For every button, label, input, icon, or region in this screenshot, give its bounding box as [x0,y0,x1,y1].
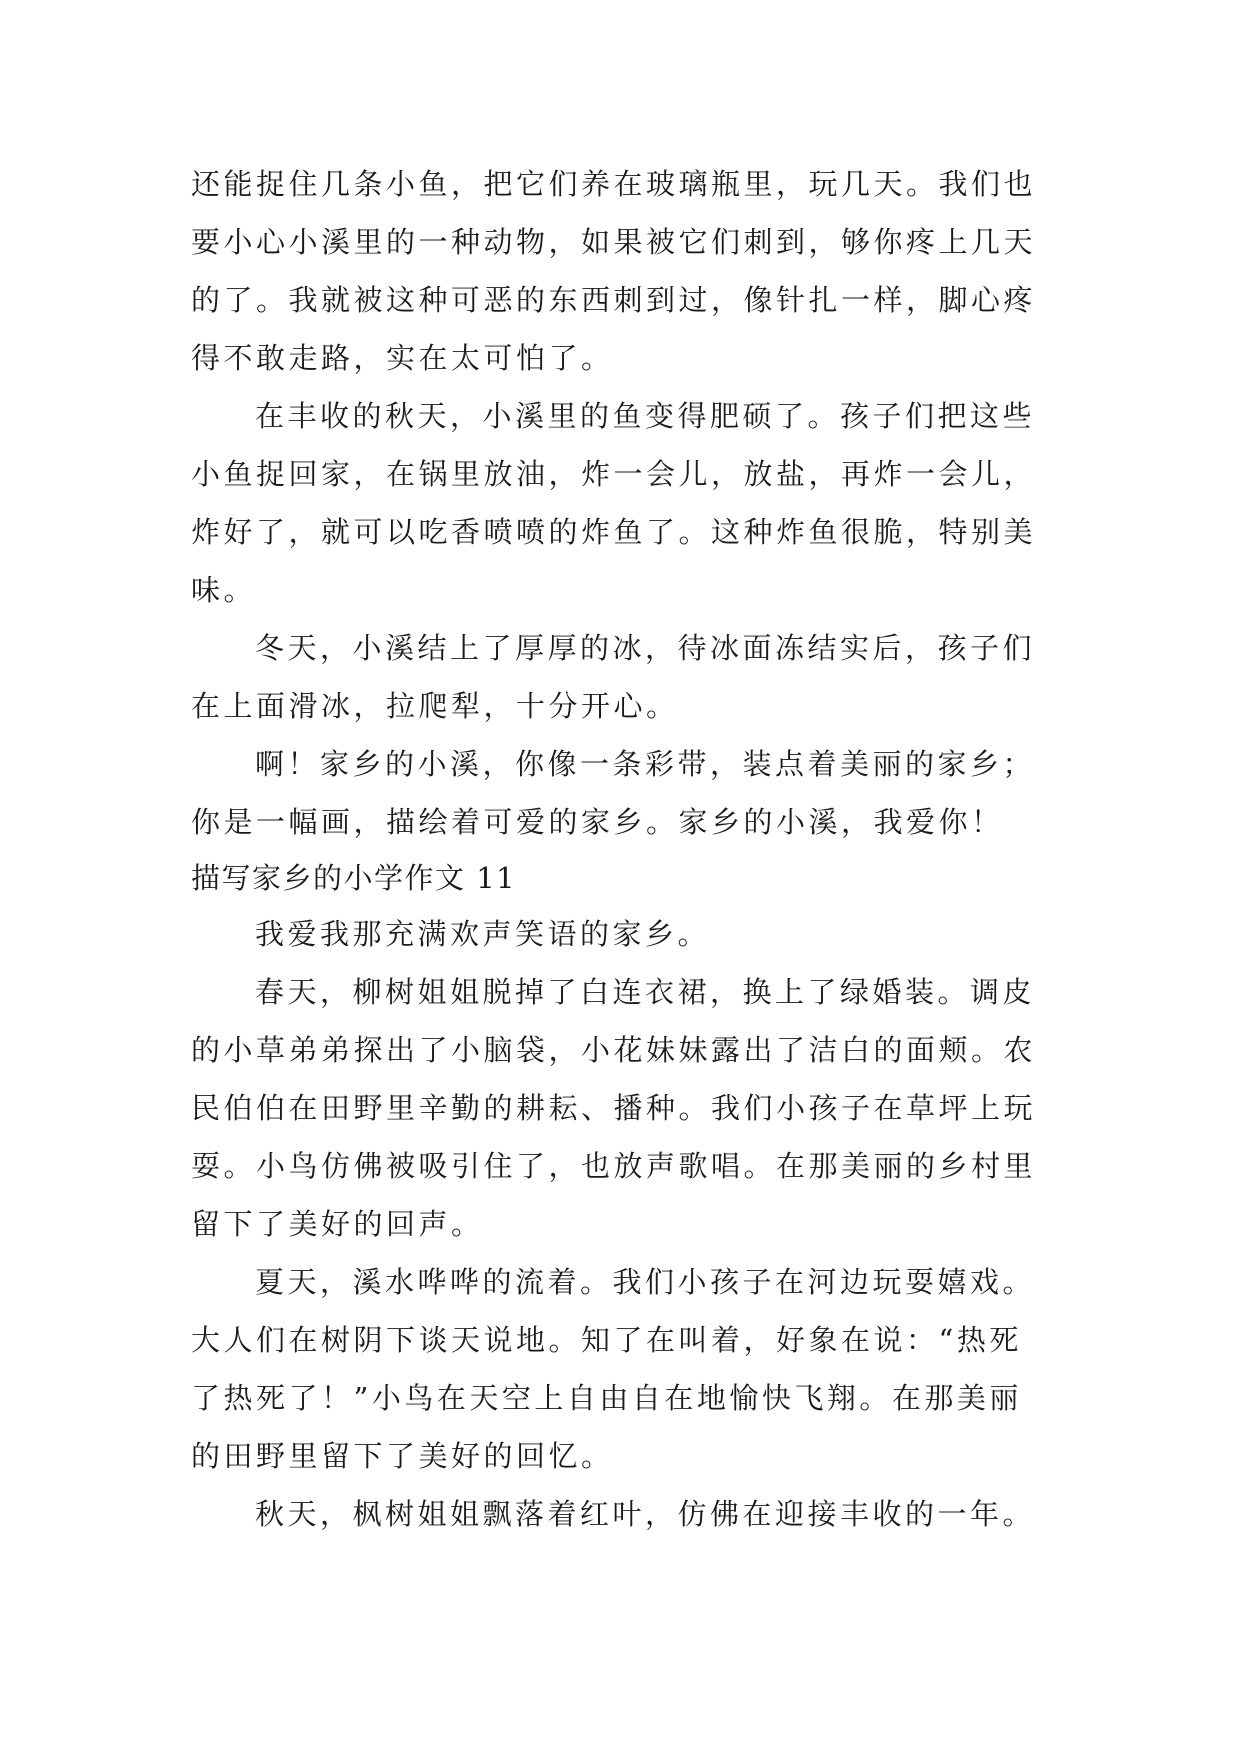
text-line: 民伯伯在田野里辛勤的耕耘、播种。我们小孩子在草坪上玩 [191,1091,1037,1125]
text-line: 得不敢走路，实在太可怕了。 [191,341,614,375]
text-line: 啊！家乡的小溪，你像一条彩带，装点着美丽的家乡； [255,747,1036,781]
text-line: 还能捉住几条小鱼，把它们养在玻璃瓶里，玩几天。我们也 [191,167,1037,201]
section-heading: 描写家乡的小学作文 11 [191,861,517,895]
text-line: 味。 [191,573,257,607]
text-line: 在上面滑冰，拉爬犁，十分开心。 [191,689,679,723]
text-line: 你是一幅画，描绘着可爱的家乡。家乡的小溪，我爱你！ [191,805,1004,839]
text-line: 大人们在树阴下谈天说地。知了在叫着，好象在说：“热死 [191,1323,1022,1357]
text-line: 要小心小溪里的一种动物，如果被它们刺到，够你疼上几天 [191,225,1037,259]
text-line: 炸好了，就可以吃香喷喷的炸鱼了。这种炸鱼很脆，特别美 [191,515,1037,549]
text-line: 的田野里留下了美好的回忆。 [191,1439,614,1473]
text-line: 留下了美好的回声。 [191,1207,484,1241]
text-line: 在丰收的秋天，小溪里的鱼变得肥硕了。孩子们把这些 [255,399,1036,433]
text-line: 的了。我就被这种可恶的东西刺到过，像针扎一样，脚心疼 [191,283,1037,317]
text-line: 冬天，小溪结上了厚厚的冰，待冰面冻结实后，孩子们 [255,631,1036,665]
text-line: 耍。小鸟仿佛被吸引住了，也放声歌唱。在那美丽的乡村里 [191,1149,1037,1183]
document-body [191,155,1071,1543]
text-line: 秋天，枫树姐姐飘落着红叶，仿佛在迎接丰收的一年。 [255,1497,1036,1531]
text-line: 春天，柳树姐姐脱掉了白连衣裙，换上了绿婚装。调皮 [255,975,1036,1009]
text-line: 小鱼捉回家，在锅里放油，炸一会儿，放盐，再炸一会儿， [191,457,1037,491]
text-line: 了热死了！”小鸟在天空上自由自在地愉快飞翔。在那美丽 [191,1381,1022,1415]
text-line: 我爱我那充满欢声笑语的家乡。 [255,917,711,951]
text-line: 的小草弟弟探出了小脑袋，小花妹妹露出了洁白的面颊。农 [191,1033,1037,1067]
text-line: 夏天，溪水哗哗的流着。我们小孩子在河边玩耍嬉戏。 [255,1265,1036,1299]
